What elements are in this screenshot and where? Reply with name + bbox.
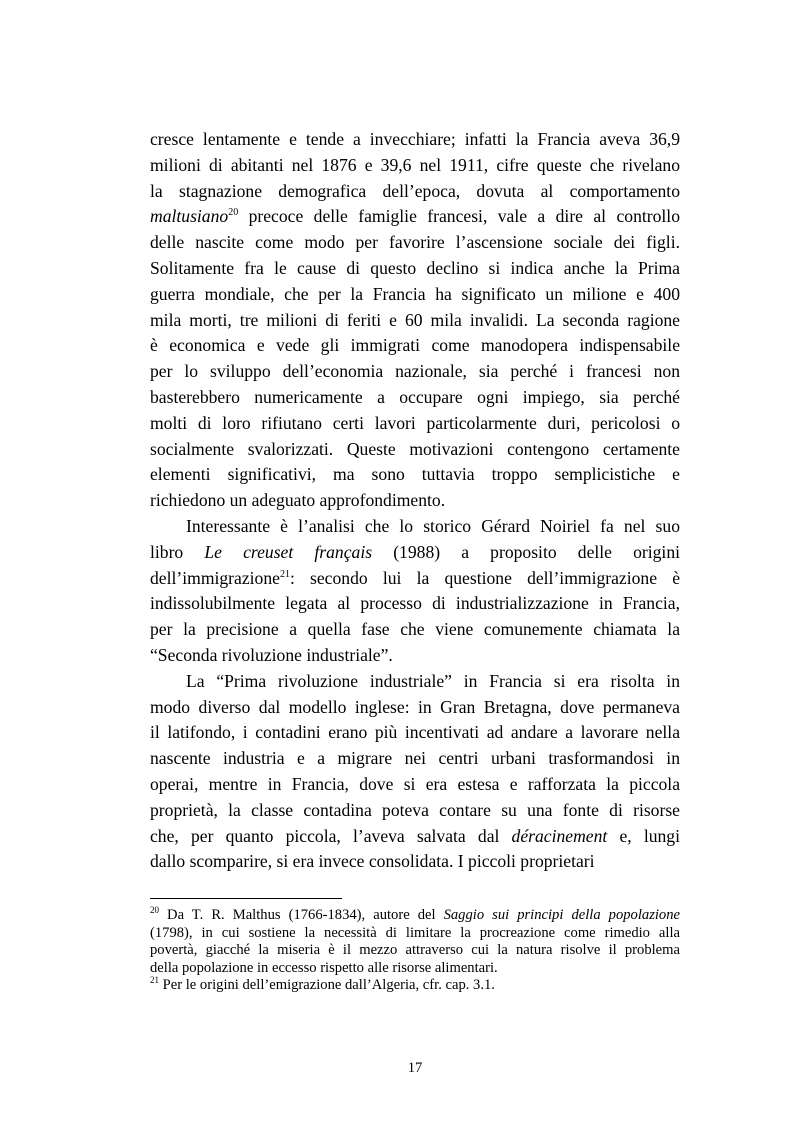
text-line bbox=[150, 487, 680, 513]
italic-term: déracinement bbox=[511, 825, 608, 846]
footnote-line bbox=[150, 959, 680, 977]
text-line bbox=[150, 539, 680, 565]
italic-term: maltusiano bbox=[150, 206, 229, 227]
line-text: modo diverso dal modello inglese: in Gran Bretagna, dove permaneva bbox=[150, 696, 680, 717]
text-line bbox=[150, 565, 680, 591]
page-number: 17 bbox=[407, 1060, 423, 1076]
text-line bbox=[150, 848, 680, 874]
text-line bbox=[150, 281, 680, 307]
text-line bbox=[150, 410, 680, 436]
text-line bbox=[150, 126, 680, 152]
line-text: che, per quanto piccola, l’aveva salvata dal bbox=[150, 825, 512, 846]
text-line bbox=[150, 513, 680, 539]
line-text: libro bbox=[150, 541, 205, 562]
line-text: richiedono un adeguato approfondimento. bbox=[150, 490, 446, 511]
line-text: il latifondo, i contadini erano più incentivati ad andare a lavorare nella bbox=[150, 722, 680, 743]
line-text: precoce delle famiglie francesi, vale a dire al controllo bbox=[238, 206, 680, 227]
footnote-line bbox=[150, 924, 680, 942]
text-line bbox=[150, 668, 680, 694]
footnote-ref: 20 bbox=[228, 207, 239, 219]
text-line bbox=[150, 771, 680, 797]
text-line bbox=[150, 745, 680, 771]
footnote-marker: 21 bbox=[150, 975, 159, 986]
line-text: delle nascite come modo per favorire l’ascensione sociale dei figli. bbox=[150, 232, 680, 253]
text-line bbox=[150, 694, 680, 720]
line-text: della popolazione in eccesso rispetto alle risorse alimentari. bbox=[150, 959, 498, 976]
line-text: e, lungi bbox=[607, 825, 680, 846]
text-line bbox=[150, 436, 680, 462]
line-text: : secondo lui la questione dell’immigrazione è bbox=[289, 567, 680, 588]
line-text: la stagnazione demografica dell’epoca, dovuta al comportamento bbox=[150, 180, 680, 201]
line-text: elementi significativi, ma sono tuttavia troppo semplicistiche e bbox=[150, 464, 680, 485]
line-text: guerra mondiale, che per la Francia ha significato un milione e 400 bbox=[150, 283, 680, 304]
line-text: milioni di abitanti nel 1876 e 39,6 nel 1911, cifre queste che rivelano bbox=[150, 154, 680, 175]
line-text: indissolubilmente legata al processo di industrializzazione in Francia, bbox=[150, 593, 680, 614]
line-text: “Seconda rivoluzione industriale”. bbox=[150, 645, 393, 665]
text-line bbox=[150, 332, 680, 358]
text-line bbox=[150, 384, 680, 410]
text-line bbox=[150, 590, 680, 616]
line-text: Per le origini dell’emigrazione dall’Algeria, cfr. cap. 3.1. bbox=[159, 977, 495, 994]
line-text: dallo scomparire, si era invece consolidata. I piccoli proprietari bbox=[150, 851, 595, 872]
line-text: è economica e vede gli immigrati come manodopera indispensabile bbox=[150, 335, 680, 356]
text-line bbox=[150, 152, 680, 178]
line-text: (1988) a proposito delle origini bbox=[372, 541, 681, 562]
line-text: povertà, giacché la miseria è il mezzo attraverso cui la natura risolve il problema bbox=[150, 942, 680, 959]
line-text: per lo sviluppo dell’economia nazionale, sia perché i francesi non bbox=[150, 361, 680, 382]
line-text: proprietà, la classe contadina poteva contare su una fonte di risorse bbox=[150, 799, 680, 820]
text-line bbox=[150, 797, 680, 823]
text-line bbox=[150, 178, 680, 204]
text-line bbox=[150, 203, 680, 229]
italic-term: Le creuset français bbox=[204, 541, 373, 562]
line-text: per la precisione a quella fase che viene comunemente chiamata la bbox=[150, 619, 680, 640]
line-text: Solitamente fra le cause di questo declino si indica anche la Prima bbox=[150, 258, 680, 278]
line-text: cresce lentamente e tende a invecchiare; infatti la Francia aveva 36,9 bbox=[150, 129, 680, 149]
text-line bbox=[150, 823, 680, 849]
line-text: operai, mentre in Francia, dove si era estesa e rafforzata la piccola bbox=[150, 774, 680, 794]
line-text: mila morti, tre milioni di feriti e 60 mila invalidi. La seconda ragione bbox=[150, 309, 680, 330]
text-line bbox=[150, 307, 680, 333]
footnote-line bbox=[150, 906, 680, 924]
line-text: socialmente svalorizzati. Queste motivazioni contengono certamente bbox=[150, 438, 680, 459]
footnote-marker: 20 bbox=[150, 905, 159, 915]
text-line bbox=[150, 616, 680, 642]
line-text: Da T. R. Malthus (1766-1834), autore del bbox=[159, 907, 444, 923]
line-text: dell’immigrazione bbox=[150, 567, 280, 588]
line-text: (1798), in cui sostiene la necessità di limitare la procreazione come rimedio alla bbox=[150, 924, 680, 941]
footnote-ref: 21 bbox=[279, 568, 290, 580]
line-text: basterebbero numericamente a occupare ogni impiego, sia perché bbox=[150, 387, 680, 407]
line-text: molti di loro rifiutano certi lavori particolarmente duri, pericolosi o bbox=[150, 412, 680, 433]
text-line bbox=[150, 229, 680, 255]
line-text: Interessante è l’analisi che lo storico Gérard Noiriel fa nel suo bbox=[186, 516, 680, 536]
text-line bbox=[150, 358, 680, 384]
line-text: La “Prima rivoluzione industriale” in Francia si era risolta in bbox=[186, 670, 680, 691]
text-line bbox=[150, 719, 680, 745]
text-line bbox=[150, 642, 680, 668]
italic-title: Saggio sui principi della popolazione bbox=[443, 907, 680, 923]
line-text: nascente industria e a migrare nei centri urbani trasformandosi in bbox=[150, 748, 680, 769]
footnote-separator bbox=[150, 898, 342, 899]
text-line bbox=[150, 461, 680, 487]
footnote-line bbox=[150, 976, 680, 994]
text-line bbox=[150, 255, 680, 281]
footnote-line bbox=[150, 941, 680, 959]
